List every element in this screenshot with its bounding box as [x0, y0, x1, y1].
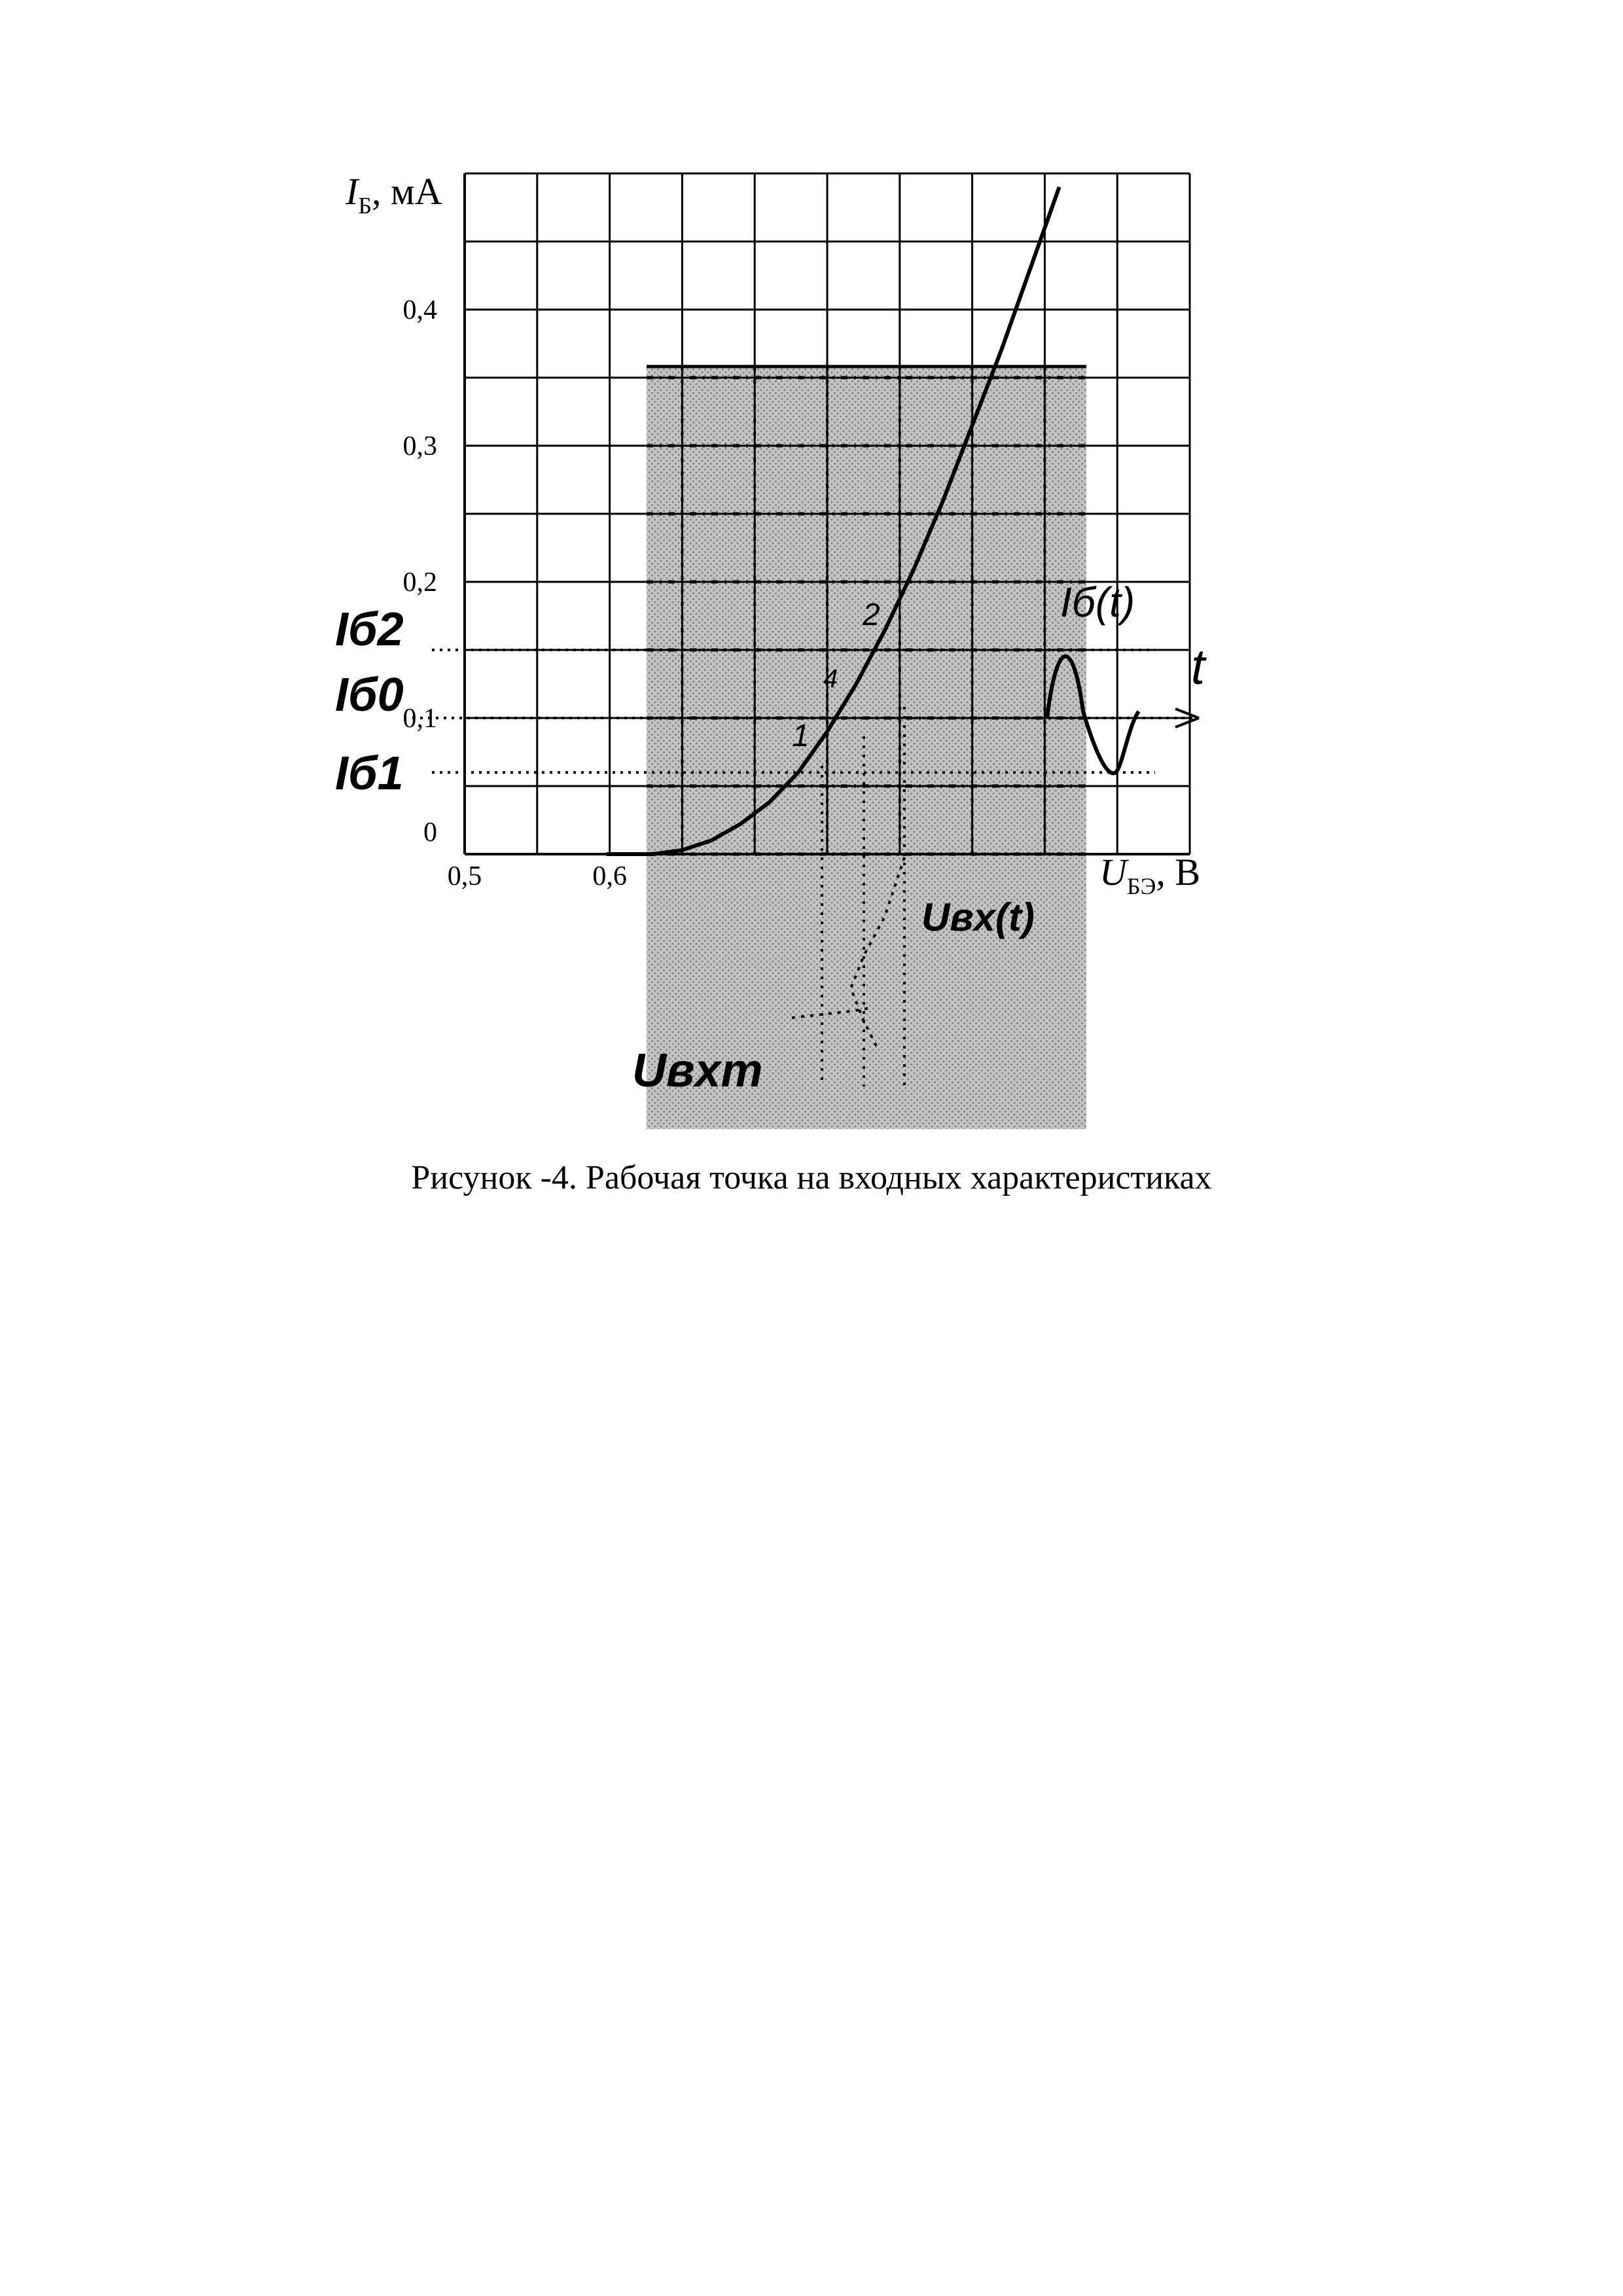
- x-tick-label: 0,5: [447, 861, 482, 891]
- uvx-t-label: Uвх(t): [921, 895, 1035, 939]
- figure-caption: Рисунок -4. Рабочая точка на входных характеристиках: [411, 1159, 1212, 1196]
- level-label-ib2: Iб2: [335, 603, 404, 656]
- y-axis-title: $I_Б$, мА: [346, 170, 442, 219]
- shaded-region: [647, 367, 1086, 1129]
- y-tick-label: 0,1: [402, 704, 437, 734]
- x-tick-label: 0,6: [592, 861, 627, 891]
- level-label-ib0: Iб0: [335, 669, 404, 721]
- point-label-4: 4: [823, 664, 838, 693]
- y-tick-label: 0,3: [402, 431, 437, 461]
- point-label-2: 2: [863, 598, 880, 632]
- x-axis-title: $U_{БЭ}$, В: [1099, 851, 1201, 899]
- y-tick-label: 0,2: [402, 567, 437, 598]
- level-label-ib1: Iб1: [335, 747, 404, 800]
- tick-labels: [403, 295, 627, 891]
- point-label-1: 1: [792, 719, 810, 753]
- uvxm-label: Uвхm: [632, 1045, 763, 1097]
- y-tick-label: 0,4: [402, 295, 437, 325]
- y-tick-label: 0: [423, 817, 437, 848]
- ib-t-label: Iб(t): [1060, 579, 1135, 626]
- time-axis-label: t: [1191, 639, 1205, 695]
